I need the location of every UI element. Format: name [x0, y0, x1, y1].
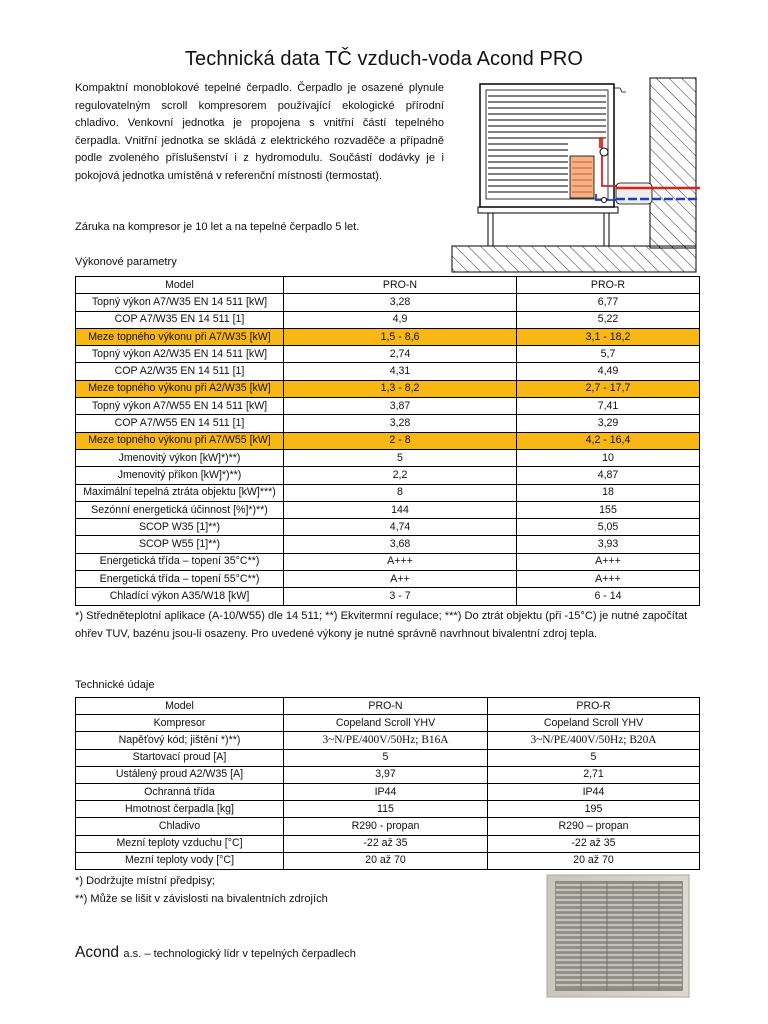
- row-label: Jmenovitý výkon [kW]*)**): [76, 449, 284, 466]
- value-pro-n: 5: [284, 449, 517, 466]
- value-pro-r: 5: [488, 749, 700, 766]
- technical-heading: Technické údaje: [75, 679, 155, 691]
- table-row: [76, 835, 700, 852]
- value-pro-r: A+++: [517, 571, 700, 588]
- table-row: [76, 415, 700, 432]
- table-row: [76, 484, 700, 501]
- header-row: [76, 277, 700, 294]
- installation-diagram: [450, 76, 700, 276]
- value-pro-r: 4,87: [517, 467, 700, 484]
- row-label: Ochranná třída: [76, 783, 284, 800]
- row-label: Mezní teploty vody [°C]: [76, 852, 284, 869]
- table-row: [76, 571, 700, 588]
- row-label: Energetická třída – topení 35°C**): [76, 553, 284, 570]
- row-label: Meze topného výkonu při A2/W35 [kW]: [76, 380, 284, 397]
- value-pro-r: 3~N/PE/400V/50Hz; B20A: [488, 732, 700, 749]
- table-row: [76, 801, 700, 818]
- row-label: Napěťový kód; jištění *)**): [76, 732, 284, 749]
- table-row: [76, 294, 700, 311]
- value-pro-r: 3,29: [517, 415, 700, 432]
- performance-footnote: *) Středněteplotní aplikace (A-10/W55) dle 14 511; **) Ekvitermní regulace; ***) Do ztrát objektu (při -15°C) je nutné započítat ohřev TUV, bazénu jsou-li osazeny. Pro uvedené výkony je nutné správně navrhnout bivalentní zdroj tepla.: [75, 610, 688, 640]
- row-label: Ustálený proud A2/W35 [A]: [76, 766, 284, 783]
- value-pro-n: 1,5 - 8,6: [284, 328, 517, 345]
- table-row: [76, 432, 700, 449]
- value-pro-n: 4,74: [284, 519, 517, 536]
- product-photo: [543, 873, 693, 1001]
- pipe-insulation: [616, 183, 652, 204]
- row-label: COP A2/W35 EN 14 511 [1]: [76, 363, 284, 380]
- value-pro-n: 3,97: [284, 766, 488, 783]
- row-label: Chladivo: [76, 818, 284, 835]
- row-label: Topný výkon A7/W35 EN 14 511 [kW]: [76, 294, 284, 311]
- table-row: [76, 346, 700, 363]
- row-label: Meze topného výkonu při A7/W35 [kW]: [76, 328, 284, 345]
- row-label: Kompresor: [76, 715, 284, 732]
- row-label: Jmenovitý příkon [kW]*)**): [76, 467, 284, 484]
- value-pro-n: 3,28: [284, 294, 517, 311]
- value-pro-r: 7,41: [517, 398, 700, 415]
- value-pro-r: Copeland Scroll YHV: [488, 715, 700, 732]
- value-pro-r: 155: [517, 501, 700, 518]
- table-row: [76, 588, 700, 605]
- column-header: PRO-N: [284, 698, 488, 715]
- row-label: Hmotnost čerpadla [kg]: [76, 801, 284, 818]
- value-pro-n: A+++: [284, 553, 517, 570]
- value-pro-r: 5,05: [517, 519, 700, 536]
- value-pro-r: -22 až 35: [488, 835, 700, 852]
- ground: [452, 246, 696, 272]
- table-row: [76, 449, 700, 466]
- warranty-text: Záruka na kompresor je 10 let a na tepelné čerpadlo 5 let.: [75, 221, 360, 233]
- table-row: [76, 363, 700, 380]
- value-pro-r: R290 – propan: [488, 818, 700, 835]
- table-row: [76, 519, 700, 536]
- brand-tagline: a.s. – technologický lídr v tepelných čerpadlech: [123, 948, 356, 960]
- value-pro-r: 3,93: [517, 536, 700, 553]
- row-label: Topný výkon A7/W55 EN 14 511 [kW]: [76, 398, 284, 415]
- value-pro-n: 3,87: [284, 398, 517, 415]
- performance-table: [75, 276, 700, 606]
- table-row: [76, 715, 700, 732]
- value-pro-r: 10: [517, 449, 700, 466]
- table-row: [76, 380, 700, 397]
- value-pro-n: 3 - 7: [284, 588, 517, 605]
- value-pro-r: 4,2 - 16,4: [517, 432, 700, 449]
- value-pro-r: 18: [517, 484, 700, 501]
- value-pro-n: 1,3 - 8,2: [284, 380, 517, 397]
- wall: [650, 78, 696, 248]
- row-label: COP A7/W55 EN 14 511 [1]: [76, 415, 284, 432]
- table-row: [76, 852, 700, 869]
- value-pro-r: 6,77: [517, 294, 700, 311]
- value-pro-n: 4,31: [284, 363, 517, 380]
- row-label: Startovací proud [A]: [76, 749, 284, 766]
- value-pro-n: 115: [284, 801, 488, 818]
- value-pro-n: 3~N/PE/400V/50Hz; B16A: [284, 732, 488, 749]
- row-label: Topný výkon A2/W35 EN 14 511 [kW]: [76, 346, 284, 363]
- brand-line: [75, 944, 356, 962]
- value-pro-r: 6 - 14: [517, 588, 700, 605]
- value-pro-n: 2,2: [284, 467, 517, 484]
- header-row: [76, 698, 700, 715]
- footnote-local-rules: *) Dodržujte místní předpisy;: [75, 875, 215, 887]
- value-pro-n: 8: [284, 484, 517, 501]
- value-pro-r: 2,71: [488, 766, 700, 783]
- value-pro-r: 5,7: [517, 346, 700, 363]
- technical-footnotes: [75, 873, 515, 909]
- stand-leg-right: [604, 212, 609, 246]
- value-pro-n: Copeland Scroll YHV: [284, 715, 488, 732]
- performance-heading: Výkonové parametry: [75, 256, 177, 268]
- row-label: Maximální tepelná ztráta objektu [kW]***): [76, 484, 284, 501]
- table-row: [76, 818, 700, 835]
- footnote-bivalent: **) Může se lišit v závislosti na bivalentních zdrojích: [75, 892, 328, 905]
- row-label: SCOP W35 [1]**): [76, 519, 284, 536]
- value-pro-r: 3,1 - 18,2: [517, 328, 700, 345]
- value-pro-n: IP44: [284, 783, 488, 800]
- column-header: Model: [76, 698, 284, 715]
- value-pro-r: 4,49: [517, 363, 700, 380]
- value-pro-n: 4,9: [284, 311, 517, 328]
- value-pro-n: 3,68: [284, 536, 517, 553]
- value-pro-n: 5: [284, 749, 488, 766]
- technical-table: [75, 697, 700, 870]
- value-pro-n: R290 - propan: [284, 818, 488, 835]
- row-label: COP A7/W35 EN 14 511 [1]: [76, 311, 284, 328]
- row-label: Energetická třída – topení 55°C**): [76, 571, 284, 588]
- value-pro-r: A+++: [517, 553, 700, 570]
- stand-leg-left: [488, 212, 493, 246]
- value-pro-r: IP44: [488, 783, 700, 800]
- value-pro-n: 3,28: [284, 415, 517, 432]
- intro-paragraph: Kompaktní monoblokové tepelné čerpadlo. Čerpadlo je osazené plynule regulovatelným scroll kompresorem používající ekologické přírodní chladivo. Venkovní jednotka je propojena s vnitřní částí tepelného čerpadla. Vnitřní jednotka se skládá z elektrického rozvaděče a případně podle zvoleného příslušenství i z hydromodulu. Součástí dodávky je i pokojová jednotka umístěná v referenční místnosti (termostat).: [75, 82, 444, 182]
- row-label: Sezónní energetická účinnost [%]*)**): [76, 501, 284, 518]
- value-pro-r: 5,22: [517, 311, 700, 328]
- page-title: Technická data TČ vzduch-voda Acond PRO: [184, 48, 584, 70]
- value-pro-n: 144: [284, 501, 517, 518]
- value-pro-r: 2,7 - 17,7: [517, 380, 700, 397]
- row-label: Chladící výkon A35/W18 [kW]: [76, 588, 284, 605]
- table-row: [76, 553, 700, 570]
- row-label: SCOP W55 [1]**): [76, 536, 284, 553]
- table-row: [76, 328, 700, 345]
- table-row: [76, 398, 700, 415]
- value-pro-n: -22 až 35: [284, 835, 488, 852]
- stand-beam: [478, 207, 618, 213]
- value-pro-r: 20 až 70: [488, 852, 700, 869]
- row-label: Meze topného výkonu při A7/W55 [kW]: [76, 432, 284, 449]
- value-pro-r: 195: [488, 801, 700, 818]
- column-header: PRO-R: [488, 698, 700, 715]
- table-row: [76, 783, 700, 800]
- value-pro-n: 2,74: [284, 346, 517, 363]
- table-row: [76, 467, 700, 484]
- value-pro-n: 20 až 70: [284, 852, 488, 869]
- value-pro-n: 2 - 8: [284, 432, 517, 449]
- row-label: Mezní teploty vzduchu [°C]: [76, 835, 284, 852]
- table-row: [76, 749, 700, 766]
- column-header: Model: [76, 277, 284, 294]
- value-pro-n: A++: [284, 571, 517, 588]
- column-header: PRO-N: [284, 277, 517, 294]
- column-header: PRO-R: [517, 277, 700, 294]
- table-row: [76, 536, 700, 553]
- table-row: [76, 732, 700, 749]
- table-row: [76, 766, 700, 783]
- table-row: [76, 501, 700, 518]
- brand-name: Acond: [75, 944, 119, 961]
- table-row: [76, 311, 700, 328]
